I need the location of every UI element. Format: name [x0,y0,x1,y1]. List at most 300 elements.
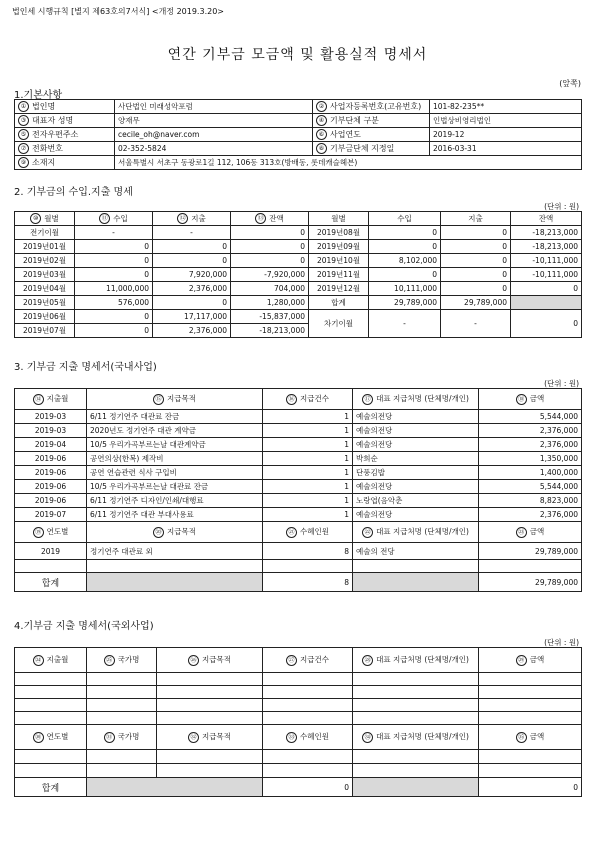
form-header-note: 법인세 시행규칙 [별지 제63호의7서식] <개정 2019.3.20> [12,7,224,16]
total-blank [87,573,263,592]
column-header [353,389,479,410]
field-label-text: 대표자 성명 [32,116,74,125]
column-header-text: 지급건수 [300,394,329,404]
column-header-text: 금액 [529,732,545,742]
balance-cell: -10,111,000 [511,254,582,268]
basic-info-row [15,142,582,156]
item-number-marker: ㉛ [104,732,115,743]
payee-name: 예술의전당 [353,410,479,424]
blank-row [15,699,582,712]
column-header [263,648,353,673]
column-header-text: 금액 [529,394,545,404]
item-number-marker: ⑭ [33,394,44,405]
expense-purpose: 6/11 정기연주 디자인/인쇄/대행료 [87,494,263,508]
income-cell: 29,789,000 [369,296,441,310]
basic-info-row [15,100,582,114]
section1-heading: 1.기본사항 [14,90,63,101]
expense-month: 2019-03 [15,410,87,424]
item-number-marker: ㉚ [33,732,44,743]
column-header-text: 지급목적 [167,527,196,537]
blank-cell [87,712,157,725]
income-cell: 0 [75,310,153,324]
column-header-text: 잔액 [269,213,284,223]
item-number-marker: ① [18,101,29,112]
balance-cell: 0 [231,226,309,240]
item-number-marker: ⑳ [153,527,164,538]
blank-cell [263,750,353,764]
blank-cell [87,673,157,686]
blank-row [15,560,582,573]
balance-cell: -18,213,000 [511,240,582,254]
table-row [15,268,582,282]
field-label-text: 기부단체 구분 [330,116,379,125]
blank-cell [87,686,157,699]
field-value: cecile_oh@naver.com [115,128,313,142]
blank-cell [479,686,582,699]
carry-expense: - [441,310,511,338]
field-label-text: 소재지 [32,158,56,167]
blank-row [15,673,582,686]
column-header [353,522,479,543]
blank-cell [157,699,263,712]
field-label [313,100,430,114]
header-row [15,725,582,750]
expense-purpose: 공연의상(한복) 제작비 [87,452,263,466]
blank-row [15,712,582,725]
column-header: 지출 [441,212,511,226]
balance-cell: -15,837,000 [231,310,309,324]
expense-month: 2019-04 [15,438,87,452]
column-header [87,522,263,543]
balance-cell: 1,280,000 [231,296,309,310]
expense-purpose: 6/11 정기연주 대관 부대사용료 [87,508,263,522]
column-header-text: 수입 [113,213,128,223]
total-amount: 29,789,000 [479,573,582,592]
blank-cell [15,764,87,778]
blank-cell [479,560,582,573]
balance-cell: 704,000 [231,282,309,296]
field-value: 양재무 [115,114,313,128]
item-number-marker: ㉕ [104,655,115,666]
header-row [15,212,582,226]
balance-cell: -18,213,000 [231,324,309,338]
payee-name: 노랑엽(음악춘 [353,494,479,508]
total-row [15,573,582,592]
field-value: 101-82-235** [430,100,582,114]
blank-cell [353,673,479,686]
expense-month: 2019-03 [15,424,87,438]
carry-balance: 0 [511,310,582,338]
item-number-marker: ㉟ [516,732,527,743]
field-label-text: 전화번호 [32,144,63,153]
income-cell: 0 [369,226,441,240]
field-label [15,100,115,114]
column-header [263,725,353,750]
field-label [15,128,115,142]
payee-name: 단풍김밥 [353,466,479,480]
table-row [15,296,582,310]
month-cell: 2019년07월 [15,324,75,338]
field-label [313,114,430,128]
total-blank [353,778,479,797]
header-row [15,648,582,673]
item-number-marker: ㉜ [188,732,199,743]
expense-cell: 17,117,000 [153,310,231,324]
column-header [353,648,479,673]
payee-name: 예술의전당 [353,508,479,522]
expense-cell: 0 [441,254,511,268]
income-cell: 11,000,000 [75,282,153,296]
blank-cell [15,560,87,573]
column-header-text: 지급건수 [300,655,329,665]
blank-row [15,686,582,699]
blank-cell [87,699,157,712]
table-row [15,240,582,254]
field-label-text: 사업자등록번호(고유번호) [330,102,422,111]
table-row [15,480,582,494]
column-header: 월별 [309,212,369,226]
blank-cell [479,750,582,764]
blank-cell [353,750,479,764]
blank-cell [87,750,157,764]
payee-name: 예술의전당 [353,480,479,494]
year-cell: 2019 [15,543,87,560]
payee-name: 예술의전당 [353,438,479,452]
field-label-text: 전자우편주소 [32,130,79,139]
item-number-marker: ㉔ [33,655,44,666]
purpose-cell: 정기연주 대관료 외 [87,543,263,560]
expense-cell: 2,376,000 [153,282,231,296]
blank-row [15,750,582,764]
item-number-marker: ㉖ [188,655,199,666]
item-number-marker: ⑫ [177,213,188,224]
expense-cell: - [153,226,231,240]
month-cell: 2019년04월 [15,282,75,296]
item-number-marker: ⑤ [18,129,29,140]
table-row [15,543,582,560]
blank-cell [479,764,582,778]
field-value: 2019-12 [430,128,582,142]
column-header [479,522,582,543]
table-row [15,494,582,508]
balance-cell: 0 [231,240,309,254]
expense-month: 2019-06 [15,480,87,494]
blank-cell [353,764,479,778]
income-cell: 576,000 [75,296,153,310]
column-header [479,725,582,750]
expense-count: 1 [263,452,353,466]
table-row [15,310,582,324]
column-header-text: 지급목적 [202,732,231,742]
item-number-marker: ⑧ [316,143,327,154]
carry-income: - [369,310,441,338]
blank-cell [263,673,353,686]
field-label [15,156,115,170]
column-header [353,725,479,750]
column-header-text: 금액 [529,527,545,537]
blank-cell [263,712,353,725]
column-header [263,389,353,410]
expense-amount: 5,544,000 [479,480,582,494]
section2-heading: 2. 기부금의 수입.지출 명세 [14,187,133,198]
month-cell: 2019년01월 [15,240,75,254]
balance-cell: -18,213,000 [511,226,582,240]
expense-cell: 29,789,000 [441,296,511,310]
blank-cell [479,712,582,725]
table-row [15,508,582,522]
beneficiary-count: 8 [263,543,353,560]
column-header-text: 대표 지급처명 (단체명/개인) [376,527,469,537]
payee-name: 예술의 전당 [353,543,479,560]
item-number-marker: ⑥ [316,129,327,140]
column-header [15,389,87,410]
item-number-marker: ④ [316,115,327,126]
income-cell: 0 [75,268,153,282]
column-header-text: 월별 [44,213,59,223]
column-header [479,389,582,410]
expense-cell: 7,920,000 [153,268,231,282]
expense-month: 2019-07 [15,508,87,522]
basic-info-row [15,128,582,142]
total-count: 8 [263,573,353,592]
income-cell: 8,102,000 [369,254,441,268]
column-header-text: 지급목적 [202,655,231,665]
expense-amount: 2,376,000 [479,508,582,522]
total-blank [87,778,263,797]
table-row [15,438,582,452]
overseas-expense-table [14,647,582,797]
expense-amount: 1,350,000 [479,452,582,466]
expense-cell: 0 [153,296,231,310]
column-header-text: 연도별 [46,527,69,537]
month-cell: 2019년08월 [309,226,369,240]
blank-cell [15,712,87,725]
expense-cell: 2,376,000 [153,324,231,338]
income-cell: 0 [369,268,441,282]
expense-month: 2019-06 [15,452,87,466]
month-cell: 2019년02월 [15,254,75,268]
income-cell: - [75,226,153,240]
column-header [75,212,153,226]
column-header [231,212,309,226]
section2-unit: (단위 : 원) [544,202,579,211]
column-header: 잔액 [511,212,582,226]
expense-cell: 0 [153,254,231,268]
item-number-marker: ② [316,101,327,112]
balance-cell: -7,920,000 [231,268,309,282]
item-number-marker: ⑦ [18,143,29,154]
column-header [15,522,87,543]
blank-cell [157,764,263,778]
table-row [15,282,582,296]
column-header [479,648,582,673]
address-row [15,156,582,170]
column-header-text: 국가명 [117,655,140,665]
table-row [15,424,582,438]
expense-amount: 8,823,000 [479,494,582,508]
item-number-marker: ⑪ [99,213,110,224]
total-label: 합계 [15,778,87,797]
table-row [15,452,582,466]
field-label [15,142,115,156]
field-label-text: 기부금단체 지정일 [330,144,395,153]
column-header-text: 수혜인원 [300,527,329,537]
header-row [15,389,582,410]
column-header-text: 지급목적 [167,394,196,404]
page-side-label: (앞쪽) [559,79,581,88]
month-cell: 2019년11월 [309,268,369,282]
blank-row [15,764,582,778]
month-cell: 2019년03월 [15,268,75,282]
expense-count: 1 [263,438,353,452]
expense-purpose: 10/5 우리가곡부르는날 대관료 잔금 [87,480,263,494]
column-header-text: 지출월 [46,394,69,404]
column-header [87,725,157,750]
payee-name: 예술의전당 [353,424,479,438]
blank-cell [15,750,87,764]
expense-cell: 0 [441,268,511,282]
column-header [87,648,157,673]
blank-cell [15,699,87,712]
blank-cell [353,712,479,725]
blank-cell [157,750,263,764]
table-row [15,466,582,480]
table-row [15,254,582,268]
expense-month: 2019-06 [15,466,87,480]
blank-cell [87,560,263,573]
month-cell: 2019년06월 [15,310,75,324]
column-header-text: 지출 [191,213,206,223]
column-header-text: 국가명 [117,732,140,742]
blank-cell [263,560,353,573]
blank-cell [157,712,263,725]
expense-cell: 0 [441,282,511,296]
item-number-marker: ㉘ [362,655,373,666]
month-cell: 2019년09월 [309,240,369,254]
blank-cell [263,764,353,778]
item-number-marker: ③ [18,115,29,126]
expense-amount: 1,400,000 [479,466,582,480]
income-cell: 0 [75,240,153,254]
item-number-marker: ⑰ [362,394,373,405]
total-label: 합계 [309,296,369,310]
basic-info-row [15,114,582,128]
field-value: 인법상비영리법인 [430,114,582,128]
month-cell: 2019년05월 [15,296,75,310]
item-number-marker: ㉓ [516,527,527,538]
basic-info-table [14,99,582,170]
expense-month: 2019-06 [15,494,87,508]
column-header [15,212,75,226]
header-row [15,522,582,543]
month-cell: 2019년10월 [309,254,369,268]
column-header [153,212,231,226]
item-number-marker: ⑯ [286,394,297,405]
field-label-text: 법인명 [32,102,56,111]
amount-cell: 29,789,000 [479,543,582,560]
balance-cell [511,296,582,310]
blank-cell [15,673,87,686]
expense-purpose: 6/11 정기연주 대관료 잔금 [87,410,263,424]
item-number-marker: ㉙ [516,655,527,666]
expense-count: 1 [263,480,353,494]
table-row [15,410,582,424]
column-header-text: 연도별 [46,732,69,742]
expense-cell: 0 [153,240,231,254]
balance-cell: 0 [231,254,309,268]
section3-heading: 3. 기부금 지출 명세서(국내사업) [14,362,157,373]
column-header-text: 수혜인원 [300,732,329,742]
table-row [15,226,582,240]
item-number-marker: ㉞ [362,732,373,743]
income-cell: 0 [75,254,153,268]
item-number-marker: ㉒ [362,527,373,538]
field-label [15,114,115,128]
column-header [87,389,263,410]
blank-cell [15,686,87,699]
expense-amount: 2,376,000 [479,438,582,452]
domestic-expense-table [14,388,582,592]
item-number-marker: ㉝ [286,732,297,743]
column-header [15,648,87,673]
balance-cell: -10,111,000 [511,268,582,282]
blank-cell [479,673,582,686]
expense-amount: 5,544,000 [479,410,582,424]
expense-count: 1 [263,424,353,438]
blank-cell [263,686,353,699]
blank-cell [479,699,582,712]
blank-cell [353,560,479,573]
field-value: 사단법인 미래성악포럼 [115,100,313,114]
expense-purpose: 2020년도 정기연주 대관 계약금 [87,424,263,438]
column-header [15,725,87,750]
column-header-text: 지출월 [46,655,69,665]
field-label [313,142,430,156]
column-header-text: 대표 지급처명 (단체명/개인) [376,732,469,742]
expense-cell: 0 [441,240,511,254]
item-number-marker: ㉑ [286,527,297,538]
item-number-marker: ⑲ [33,527,44,538]
expense-cell: 0 [441,226,511,240]
balance-cell: 0 [511,282,582,296]
item-number-marker: ⑬ [255,213,266,224]
column-header [157,648,263,673]
blank-cell [353,686,479,699]
expense-count: 1 [263,466,353,480]
blank-cell [263,699,353,712]
column-header-text: 대표 지급처명 (단체명/개인) [376,394,469,404]
expense-count: 1 [263,494,353,508]
item-number-marker: ⑩ [30,213,41,224]
field-value: 02-352-5824 [115,142,313,156]
expense-purpose: 공연 연습관련 식사 구입비 [87,466,263,480]
field-label-text: 사업연도 [330,130,361,139]
item-number-marker: ㉗ [286,655,297,666]
blank-cell [157,673,263,686]
item-number-marker: ⑨ [18,157,29,168]
blank-cell [87,764,157,778]
total-row [15,778,582,797]
month-cell: 전기이월 [15,226,75,240]
blank-cell [157,686,263,699]
section3-unit: (단위 : 원) [544,379,579,388]
carry-label: 차기이월 [309,310,369,338]
total-count: 0 [263,778,353,797]
section4-unit: (단위 : 원) [544,638,579,647]
column-header [157,725,263,750]
income-cell: 0 [369,240,441,254]
field-label [313,128,430,142]
